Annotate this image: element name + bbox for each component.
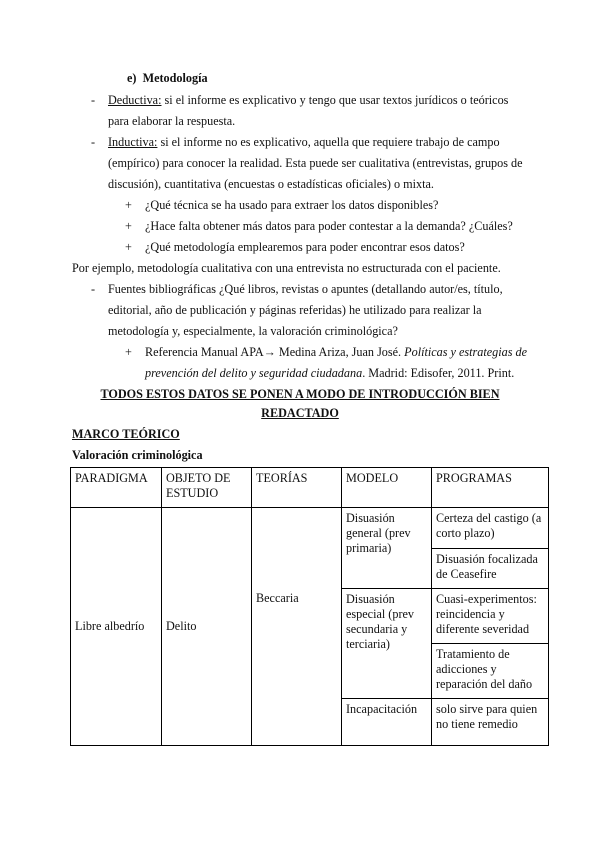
criminology-table: [70, 467, 549, 746]
inductiva-line-2: (empírico) para conocer la realidad. Esta puede ser cualitativa (entrevistas, grupos de: [108, 156, 523, 170]
cell-programa-1: Certeza del castigo (a corto plazo): [432, 508, 549, 549]
notice-line-2: REDACTADO: [261, 406, 339, 420]
inductiva-line-3: discusión), cuantitativa (encuestas o estadísticas oficiales) o mixta.: [108, 177, 434, 191]
fuentes-line-1: Fuentes bibliográficas ¿Qué libros, revistas o apuntes (detallando autor/es, título,: [108, 282, 503, 296]
deductiva-text-1: si el informe es explicativo y tengo que usar textos jurídicos o teóricos: [161, 93, 509, 107]
fuentes-line-2: editorial, año de publicación y páginas referidas) he utilizado para realizar la: [108, 303, 482, 317]
cell-programa-3: Cuasi-experimentos: reincidencia y diferente severidad: [432, 589, 549, 644]
table-row: [71, 508, 549, 549]
reference-title-2: prevención del delito y seguridad ciudadana: [145, 366, 363, 380]
cell-objeto: Delito: [162, 508, 252, 746]
reference-prefix: Referencia Manual APA→ Medina Ariza, Juan José.: [145, 345, 405, 359]
cell-modelo-2: Disuasión especial (prev secundaria y terciaria): [342, 589, 432, 699]
reference-title-1: Políticas y estrategias de: [404, 345, 528, 359]
deductiva-label: Deductiva:: [108, 93, 162, 107]
inductiva-text-1: si el informe no es explicativo, aquella que requiere trabajo de campo: [157, 135, 500, 149]
deductiva-line-1: [108, 93, 508, 108]
reference-line-2: [145, 366, 514, 381]
cell-modelo-1: Disuasión general (prev primaria): [342, 508, 432, 589]
table-header-row: [71, 468, 549, 508]
cell-teoria: Beccaria: [252, 508, 342, 746]
example-paragraph: Por ejemplo, metodología cualitativa con una entrevista no estructurada con el paciente.: [72, 261, 501, 275]
cell-programa-2: Disuasión focalizada de Ceasefire: [432, 548, 549, 589]
section-e-heading: [127, 71, 208, 86]
question-item-1: ¿Qué técnica se ha usado para extraer los datos disponibles?: [145, 198, 439, 212]
header-programas: PROGRAMAS: [432, 468, 549, 508]
inductiva-label: Inductiva:: [108, 135, 158, 149]
reference-bullet: +: [125, 345, 132, 359]
inductiva-line-1: [108, 135, 500, 150]
deductiva-line-2: para elaborar la respuesta.: [108, 114, 236, 128]
notice-line-1: TODOS ESTOS DATOS SE PONEN A MODO DE INTRODUCCIÓN BIEN: [100, 387, 500, 401]
header-objeto: OBJETO DE ESTUDIO: [162, 468, 252, 508]
question-bullet: +: [125, 240, 132, 254]
fuentes-bullet: -: [91, 282, 96, 296]
cell-paradigma: Libre albedrío: [71, 508, 162, 746]
question-bullet: +: [125, 219, 132, 233]
inductiva-bullet: -: [91, 135, 96, 149]
cell-programa-5: solo sirve para quien no tiene remedio: [432, 699, 549, 746]
cell-modelo-3: Incapacitación: [342, 699, 432, 746]
fuentes-line-3: metodología y, especialmente, la valoración criminológica?: [108, 324, 398, 338]
question-item-3: ¿Qué metodología emplearemos para poder encontrar esos datos?: [145, 240, 465, 254]
deductiva-bullet: -: [91, 93, 96, 107]
header-paradigma: PARADIGMA: [71, 468, 162, 508]
question-bullet: +: [125, 198, 132, 212]
question-item-2: ¿Hace falta obtener más datos para poder contestar a la demanda? ¿Cuáles?: [145, 219, 513, 233]
valoracion-heading: Valoración criminológica: [72, 448, 203, 462]
header-modelo: MODELO: [342, 468, 432, 508]
cell-programa-4: Tratamiento de adicciones y reparación del daño: [432, 644, 549, 699]
header-teorias: TEORÍAS: [252, 468, 342, 508]
section-letter: e): [127, 71, 137, 85]
marco-teorico-heading: MARCO TEÓRICO: [72, 427, 180, 441]
reference-line-1: [145, 345, 527, 360]
reference-suffix: . Madrid: Edisofer, 2011. Print.: [362, 366, 515, 380]
section-title: Metodología: [142, 71, 208, 85]
